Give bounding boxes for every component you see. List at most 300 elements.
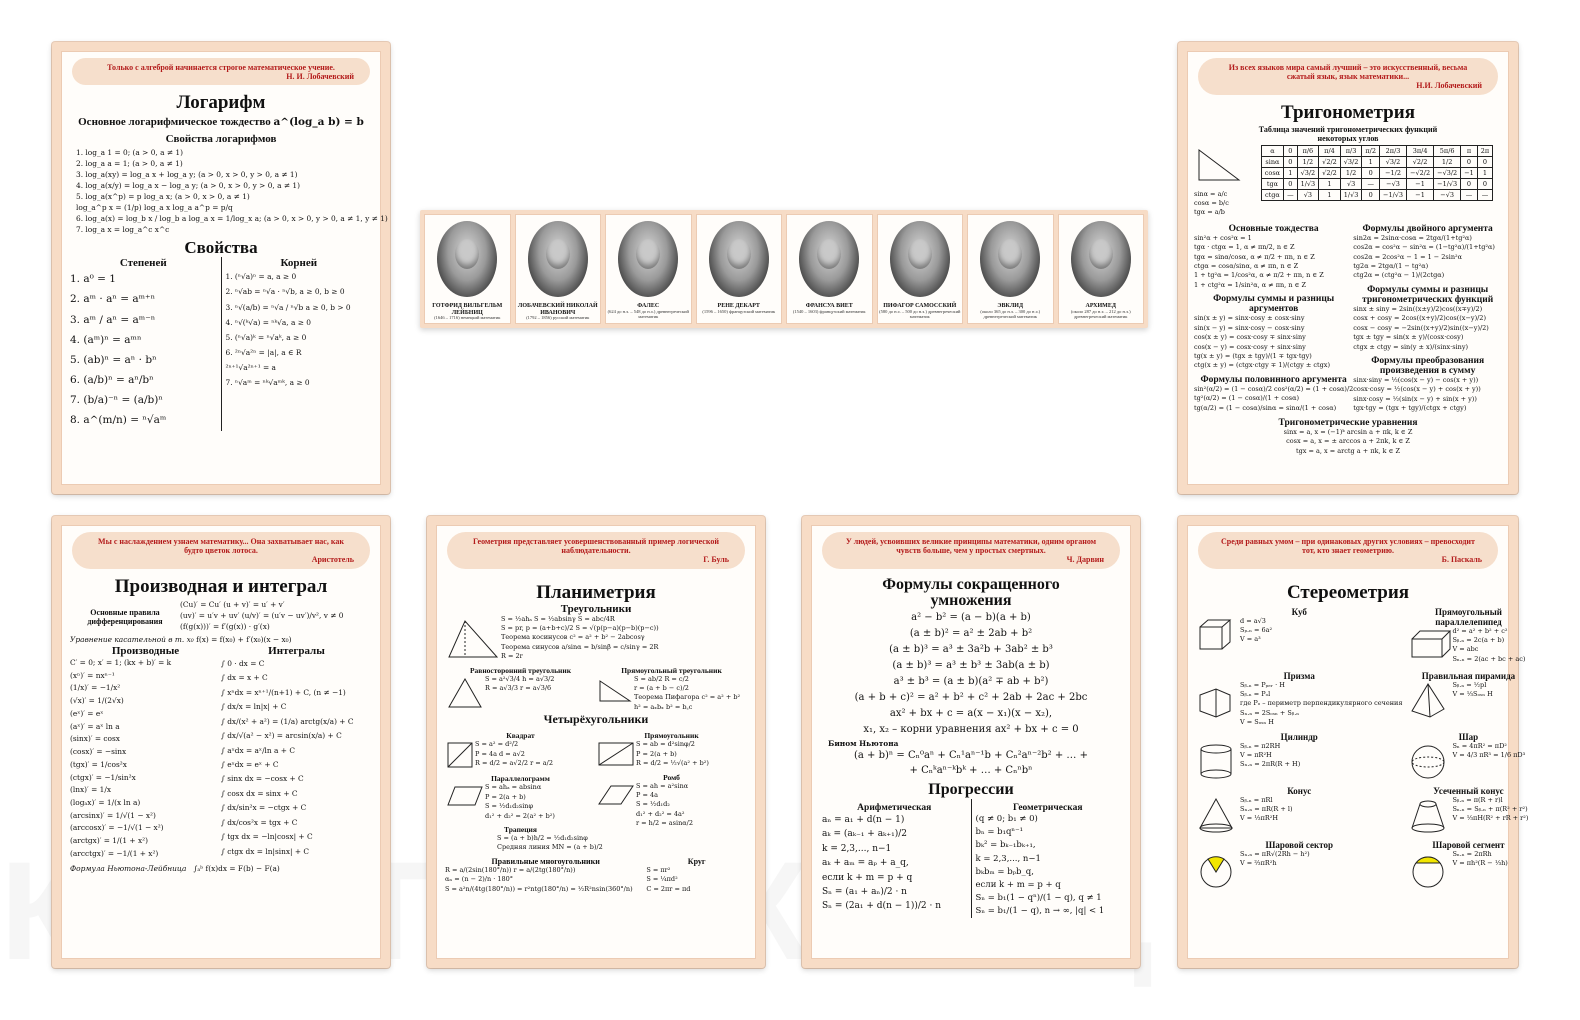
table-header-row [1261,145,1492,156]
props-columns [62,257,380,430]
poly-columns [437,853,755,894]
cone-row [1196,796,1402,836]
log-property: 7. log_a x = log_a^c x^c [76,225,170,235]
basic-identity: tgα · ctgα = 1, α ≠ πn/2, n ∈ Z [1194,243,1295,252]
prism-title: Призма [1283,670,1315,681]
quads-left [445,727,596,834]
sector-formula: Sₙ.ₙ = πR√(2Rh − h²) [1240,849,1310,858]
rhomb-row [596,782,747,829]
arith-column [822,799,967,918]
poster-inner [1187,525,1529,959]
table-cell: √3/2 [1380,156,1407,167]
table-cell: — [1284,189,1298,200]
cylinder-figure-icon [1196,742,1240,782]
parallelogram-formula: S = ahₐ = absinα [485,783,542,792]
identity-formula: a^(log_a b) = b [273,116,364,129]
prod-list [1353,376,1502,414]
progressions-title: Прогрессии [928,781,1014,799]
trap-formula: Средняя линия MN = (a + b)/2 [497,843,603,852]
geom-list [976,813,1121,918]
poster-inner [436,525,756,959]
root-rule: 3. ⁿ√(a/b) = ⁿ√a / ⁿ√b a ≥ 0, b > 0 [225,302,351,312]
quote-author: Г. Буль [703,555,729,565]
poly-formula: R = a/(2sin(180°/n)) r = a/(2tg(180°/n)) [445,865,576,874]
stereo-block-segment [1408,836,1528,890]
rhomb-formula: d₁² + d₂² = 4a² [636,809,685,818]
table-cell: 0 [1284,178,1298,189]
portrait-card [877,214,964,324]
poster-title: Производная и интеграл [114,575,328,597]
log-property: 3. log_a(xy) = log_a x + log_a y; (a > 0, x > 0, y > 0, a ≠ 1) [76,169,298,179]
arith-formula: aₖ = (aₖ₋₁ + aₖ₊₁)/2 [822,829,907,840]
right-triangle-figure [1194,145,1252,218]
stereo-block-cone [1196,782,1402,836]
integral-formula: ∫ dx/(x² + a²) = (1/a) arctg(x/a) + C [221,716,354,726]
right-column [596,662,747,713]
table-cell: 1 [1319,189,1341,200]
portrait-name: ФАЛЕС [637,303,660,309]
derivs-title: Производные [111,644,180,657]
arith-formula: aₖ + aₘ = aₚ + a_q, [822,858,909,869]
half-formula: tg(α/2) = (1 − cosα)/sinα = sinα/(1 + cosα) [1194,403,1337,412]
right-formula: r = (a + b − c)/2 [634,684,689,693]
derivative-formula: (eˣ)′ = eˣ [70,708,104,718]
segment-title: Шаровой сегмент [1432,839,1505,850]
portrait-card [696,214,783,324]
right-formula: Теорема Пифагора c² = a² + b² [634,693,741,702]
circle-list [646,866,747,894]
short-mult-formula: a³ ± b³ = (a ± b)(a² ∓ ab + b²) [893,676,1049,688]
triangles-list [501,615,659,662]
rules-label: Основные правила дифференцирования [87,608,163,627]
triangle-def: cosα = b/c [1194,198,1229,207]
prism-figure-icon [1196,681,1240,721]
table-header-cell: 3π/4 [1407,145,1434,156]
table-cell: −√2/2 [1407,167,1434,178]
trig-left-column [1194,220,1353,414]
rhomb-title: Ромб [663,772,680,782]
triangles-title: Треугольники [560,602,632,615]
square-formula: S = a² = d²/2 [475,740,519,749]
quote-author: Н.И. Лобачевский [1416,81,1482,91]
cyl-title: Цилиндр [1280,731,1318,742]
portrait-strip [420,210,1148,328]
powers-list [70,269,217,430]
rules-list [180,599,343,632]
table-cell: −√3 [1380,178,1407,189]
newton-label: Формула Ньютона-Лейбница [70,863,187,873]
quote-text: Геометрия представляет усовершенствованный пример логической наблюдательности. [473,537,719,556]
prism-formula: где Pₒ – периметр перпендикулярного сечения [1240,699,1403,708]
binom-label: Бином Ньютона [828,739,899,749]
table-cell: √2/2 [1319,167,1341,178]
power-rule: 1. a⁰ = 1 [70,273,116,286]
props-title: Свойства [184,238,258,258]
cone-formula: Sₙ.ₙ = πR(R + l) [1240,805,1293,814]
integral-formula: ∫ dx/sin²x = −ctgx + C [221,803,307,813]
rectangle-icon [596,740,636,768]
double-formula: tg2α = 2tgα/(1 − tg²α) [1353,262,1429,271]
derivative-formula: (arcctgx)′ = −1/(1 + x²) [70,848,159,858]
triangle-formula: S = pr, p = (a+b+c)/2 S = √(p(p−a)(p−b)(p−c)) [501,623,659,632]
roots-list [226,269,373,390]
rhomb-icon [596,782,636,808]
prod-title: Формулы преобразования произведения в сумму [1371,355,1485,376]
eq-title: Тригонометрические уравнения [1278,417,1418,428]
equilateral-triangle-icon [445,675,485,711]
trig-equation: tgx = a, x = arctg a + πk, k ∈ Z [1296,446,1400,455]
rhomb-formula: P = 4a [636,790,658,799]
poster-title: Планиметрия [536,581,656,603]
table-header-cell: α [1261,145,1283,156]
arith-formula: Sₙ = (a₁ + aₙ)/2 · n [822,887,907,898]
geom-formula: bₙ = b₁qⁿ⁻¹ [975,827,1024,838]
rhomb-formula: S = ½d₁d₂ [636,800,670,809]
power-rule: 5. (ab)ⁿ = aⁿ · bⁿ [70,353,157,366]
table-cell: 0 [1461,178,1478,189]
table-cell: √3/2 [1340,156,1362,167]
quote-author: Н. И. Лобачевский [286,72,354,82]
log-property: 2. log_a a = 1; (a > 0, a ≠ 1) [76,158,183,168]
quads-title: Четырёхугольники [543,712,649,727]
integs-title: Интегралы [268,644,325,657]
frustum-figure-icon [1408,796,1452,836]
pyramid-formula: Sᵦ.ₙ = ½pl [1452,680,1487,689]
power-rule: 4. (aᵐ)ⁿ = aᵐⁿ [70,333,142,346]
table-cell: √3/2 [1297,167,1319,178]
portrait-name: ЛОБАЧЕВСКИЙ НИКОЛАЙ ИВАНОВИЧ [517,303,598,316]
box-list [1452,627,1525,667]
table-cell: — [1362,178,1380,189]
half-list [1194,385,1353,413]
cone-formula: Sᵦ.ₙ = πRl [1240,795,1273,804]
poster-stereometry [1178,516,1529,968]
arith-formula: Sₙ = (2a₁ + d(n − 1))/2 · n [822,901,942,912]
stereo-block-ball [1408,728,1528,782]
quads-right [596,727,747,834]
table-cell: 1/2 [1434,156,1461,167]
poster-title: Формулы сокращенного умножения [882,575,1060,610]
square-formula: P = 4a d = a√2 [475,749,525,758]
cone-formula: V = ⅓πR²H [1240,814,1279,823]
square-title: Квадрат [506,731,535,741]
table-cell: 0 [1284,156,1298,167]
table-cell: ctgα [1261,189,1283,200]
double-formula: ctg2α = (ctg²α − 1)/(2ctgα) [1353,271,1445,280]
parallelogram-icon [445,783,485,809]
short-mult-formula: x₁, x₂ – корни уравнения ax² + bx + c = 0 [863,724,1079,736]
portrait-desc: (1540 – 1603) французский математик [792,308,866,314]
poster-inner [1187,51,1509,485]
power-rule: 6. (a/b)ⁿ = aⁿ/bⁿ [70,374,154,387]
table-cell: 0 [1477,178,1492,189]
right-title: Прямоугольный треугольник [621,665,722,675]
sector-list [1240,850,1310,890]
powers-title: Степеней [119,257,167,270]
portrait-name: ЭВКЛИД [997,303,1024,309]
cube-formula: V = a³ [1240,635,1261,644]
segment-figure-icon [1408,850,1452,890]
quote-author: Б. Паскаль [1441,555,1482,565]
right-formula: h² = aₓbₓ b² = b꜀c [634,702,693,711]
ball-title: Шар [1458,731,1479,742]
quote-text: Из всех языков мира самый лучший – это искусственный, весьма сжатый язык, язык математики... [1228,63,1468,82]
sum-title: Формулы суммы и разницы аргументов [1213,294,1335,315]
table-cell: −√3 [1434,189,1461,200]
table-cell: tgα [1261,178,1283,189]
binom-formula: (a + b)ⁿ = Cₙ⁰aⁿ + Cₙ¹aⁿ⁻¹b + Cₙ²aⁿ⁻²b² + … + [854,750,1088,762]
log-property: 6. log_a(x) = log_b x / log_b a log_a x = 1/log_x a; (a > 0, x > 0, y > 0, a ≠ 1, y ≠ 1) [76,214,388,224]
portrait-desc: (1792 – 1856) русский математик [526,315,590,321]
trig-right-column [1353,220,1502,414]
ball-formula: Sₙ = 4πR² = πD² [1452,741,1507,750]
circle-formula: S = πr² [646,865,671,874]
poster-logarithm [52,42,390,494]
square-icon [445,740,475,770]
derivs-list [70,657,221,861]
quote-author: Ч. Дарвин [1066,555,1104,565]
geom-formula: если k + m = p + q [975,879,1061,890]
parallelogram-title: Параллелограмм [491,774,550,784]
integral-formula: ∫ dx/cos²x = tgx + C [221,817,298,827]
right-triangle-icon [596,675,634,705]
portrait-image [437,221,497,297]
derivative-formula: (lnx)′ = 1/x [70,785,111,795]
rhomb-formula: S = ah = a²sinα [636,781,689,790]
box-formula: d² = a² + b² + c² [1452,626,1508,635]
box-formula: Sₙ.ₙ = 2(ac + bc + ac) [1452,654,1526,663]
portrait-card [967,214,1054,324]
table-cell: 1/2 [1297,156,1319,167]
box-row [1408,627,1528,667]
poly-title: Правильные многоугольники [491,856,600,866]
table-cell: 1/√3 [1340,189,1362,200]
right-row [596,675,747,713]
prism-list [1240,681,1402,728]
rules-block [62,597,380,634]
prod-formula: tgx·tgy = (tgx + tgy)/(ctgx + ctgy) [1353,404,1467,413]
sumfunc-formula: tgx ± tgy = sin(x ± y)/(cosx·cosy) [1353,333,1464,342]
square-formula: R = d/2 = a√2/2 r = a/2 [475,759,553,768]
derivative-formula: (cosx)′ = −sinx [70,747,127,757]
circle-formula: S = ¼πd² [646,875,678,884]
segment-formula: Sₙ.ₙ = 2πRh [1452,849,1492,858]
table-header-cell: π/6 [1297,145,1319,156]
cone-figure-icon [1196,796,1240,836]
portrait-card [515,214,602,324]
circle-column [646,853,747,894]
triangle-figure-icon [445,615,501,661]
quote-banner [822,532,1120,569]
table-header-cell: π/4 [1319,145,1341,156]
table-cell: −1 [1407,189,1434,200]
rhomb-list [636,782,693,829]
table-row [1261,167,1492,178]
poster-title: Логарифм [176,92,266,114]
newton-formula: ∫ₐᵇ f(x)dx = F(b) − F(a) [193,863,280,873]
powers-column [70,257,217,430]
basic-identity: ctgα = cosα/sinα, α ≠ πn, n ∈ Z [1194,262,1299,271]
equilateral-list [485,675,554,711]
frustum-row [1408,796,1528,836]
portrait-name: ПИФАГОР САМОССКИЙ [883,303,957,309]
short-mult-formula: (a ± b)³ = a³ ± 3a²b + 3ab² ± b³ [889,644,1053,656]
properties-title: Свойства логарифмов [165,132,277,145]
table-header-cell: 2π/3 [1380,145,1407,156]
geom-formula: k = 2,3,..., n−1 [975,853,1041,864]
derivative-formula: (arcsinx)′ = 1/√(1 − x²) [70,810,156,820]
short-mult-formula: (a ± b)³ = a³ ± b³ ± 3ab(a ± b) [892,660,1050,672]
quote-banner [72,532,370,569]
arith-title: Арифметическая [857,803,932,814]
table-cell: √3 [1340,178,1362,189]
geom-title: Геометрическая [1013,803,1083,814]
power-rule: 2. aᵐ · aⁿ = aᵐ⁺ⁿ [70,293,156,306]
trig-columns [1188,220,1508,414]
sumfunc-formula: cosx − cosy = −2sin((x+y)/2)sin((x−y)/2) [1353,323,1489,332]
basic-identity: 1 + ctg²α = 1/sin²α, α ≠ πn, n ∈ Z [1194,280,1306,289]
sum-formula: cos(x ± y) = cosx·cosy ∓ sinx·siny [1194,333,1306,342]
sumfunc-title: Формулы суммы и разницы тригонометрических функций [1362,284,1494,305]
portrait-image [709,221,769,297]
equilateral-formula: R = a√3/3 r = a√3/6 [485,684,552,693]
trig-equation: sinx = a, x = (−1)ᵏ arcsin a + πk, k ∈ Z [1283,427,1413,436]
diff-rule: (Cu)′ = Cu′ (u + v)′ = u′ + v′ [180,599,285,609]
trap-title: Трапеция [504,824,537,834]
portrait-image [528,221,588,297]
stereo-block-pyramid [1408,667,1528,728]
portrait-card [605,214,692,324]
half-title: Формулы половинного аргумента [1200,374,1347,385]
derivative-formula: (sinx)′ = cosx [70,734,120,744]
stereo-block-prism [1196,667,1402,728]
sum-formula: sin(x − y) = sinx·cosy − cosx·siny [1194,323,1305,332]
right-list [634,675,740,713]
table-header-cell: 5π/6 [1434,145,1461,156]
integral-formula: ∫ eˣdx = eˣ + C [221,760,279,769]
tangent-row [62,634,380,645]
table-cell: — [1461,189,1478,200]
basic-identity: sin²α + cos²α = 1 [1194,233,1252,242]
table-cell: −√3/2 [1434,167,1461,178]
portrait-card [786,214,873,324]
basic-list [1194,234,1353,291]
equilateral-column [445,662,596,713]
cone-title: Конус [1287,785,1312,796]
triangle-formula: R = 2r [501,652,523,661]
arith-formula: aₙ = a₁ + d(n − 1) [822,815,905,826]
eq-list [1188,428,1508,456]
cyl-list [1240,742,1300,782]
root-rule: 6. ²ⁿ√a²ⁿ = |a|, a ∈ R [225,348,302,358]
root-rule: 5. (ⁿ√a)ᵏ = ⁿ√aᵏ, a ≥ 0 [225,332,307,342]
portrait-name: ГОТФРИД ВИЛЬГЕЛЬМ ЛЕЙБНИЦ [432,303,503,316]
rect-formula: S = ab = d²sinφ/2 [636,740,695,749]
root-rule: 2. ⁿ√ab = ⁿ√a · ⁿ√b, a ≥ 0, b ≥ 0 [225,287,345,297]
right-formula: S = ab/2 R = c/2 [634,674,689,683]
geom-formula: Sₙ = b₁(1 − qⁿ)/(1 − q), q ≠ 1 [975,893,1102,904]
cube-title: Куб [1291,606,1307,617]
trap-list [437,834,755,853]
table-cell: — [1477,189,1492,200]
integral-formula: ∫ ctgx dx = ln|sinx| + C [221,846,310,856]
derivative-formula: (aˣ)′ = aˣ ln a [70,721,120,731]
table-cell: 0 [1461,156,1478,167]
pyramid-formula: V = ⅓Sₒₛₙ H [1452,689,1493,698]
portrait-card [424,214,511,324]
double-formula: sin2α = 2sinα·cosα = 2tgα/(1+tg²α) [1353,233,1472,242]
double-title: Формулы двойного аргумента [1362,223,1493,234]
root-rule: 7. ⁿ√aᵐ = ⁿᵏ√aᵐᵏ, a ≥ 0 [225,378,310,388]
triangle-formula: Теорема синусов a/sinα = b/sinβ = c/sinγ = 2R [501,642,659,651]
poster-planimetry [427,516,765,968]
poly-formula: S = a²n/(4tg(180°/n)) = r²ntg(180°/n) = ½R²nsin(360°/n) [445,884,633,893]
triangle-formula: S = ½ahₐ S = ½absinγ S = abc/4R [501,614,615,623]
pyramid-list [1452,681,1492,721]
table-row [1261,189,1492,200]
sum-formula: tg(x ± y) = (tgx ± tgy)/(1 ∓ tgx·tgy) [1194,351,1312,360]
progression-columns [812,799,1130,918]
ball-list [1452,742,1525,782]
prism-formula: Sₙ.ₙ = 2Sₒₛₙ + Sᵦ.ₙ [1240,708,1300,717]
quote-banner [447,532,745,569]
root-rule: 1. (ⁿ√a)ⁿ = a, a ≥ 0 [225,272,297,282]
box-formula: V = abc [1452,645,1479,654]
table-cell: −1/2 [1380,167,1407,178]
table-cell: 0 [1362,167,1380,178]
box-figure-icon [1408,627,1452,667]
cube-formula: d = a√3 [1240,616,1266,625]
table-cell: −1 [1461,167,1478,178]
parallelogram-formula: S = ½d₁d₂sinφ [485,802,534,811]
trig-equation: cosx = a, x = ± arccos a + 2πk, k ∈ Z [1286,437,1410,446]
integral-formula: ∫ cosx dx = sinx + C [221,788,298,798]
poly-column [445,853,646,894]
table-cell: −1/√3 [1380,189,1407,200]
deriv-columns [62,645,380,861]
cyl-formula: Sₙ.ₙ = 2πR(R + H) [1240,760,1301,769]
poster-inner [61,51,388,485]
box-formula: Sᵦ.ₙ = 2c(a + b) [1452,635,1505,644]
cyl-formula: Sᵦ.ₙ = π2RH [1240,741,1281,750]
formulas-list [812,610,1130,738]
log-property: 4. log_a(x/y) = log_a x − log_a y; (a > 0, x > 0, y > 0, a ≠ 1) [76,180,300,190]
cube-row [1196,617,1402,657]
root-rule: ²ⁿ⁺¹√a²ⁿ⁺¹ = a [225,363,276,373]
circle-formula: C = 2πr = πd [646,884,691,893]
derivative-formula: (xⁿ)′ = nxⁿ⁻¹ [70,670,115,680]
table-area [1188,143,1508,220]
square-list [475,740,553,770]
sector-row [1196,850,1402,890]
pyramid-figure-icon [1408,681,1452,721]
poster-inner [811,525,1131,959]
special-triangles [437,662,755,713]
prism-formula: Sᵦ.ₙ = Pₚₑᵣ · H [1240,680,1285,689]
log-property: 1. log_a 1 = 0; (a > 0, a ≠ 1) [76,147,183,157]
table-cell: 1/√3 [1297,178,1319,189]
table-cell: 0 [1477,156,1492,167]
table-cell: 1 [1362,156,1380,167]
table-cell: cosα [1261,167,1283,178]
prod-formula: cosx·cosy = ½(cos(x − y) + cos(x + y)) [1353,385,1481,394]
poly-formula: αₙ = (n − 2)/n · 180° [445,875,513,884]
triangle-icon [1194,145,1244,185]
arith-formula: если k + m = p + q [822,872,913,883]
equilateral-formula: S = a²√3/4 h = a√3/2 [485,674,555,683]
half-formula: tg²(α/2) = (1 − cosα)/(1 + cosα) [1194,394,1300,403]
table-header-cell: 0 [1284,145,1298,156]
